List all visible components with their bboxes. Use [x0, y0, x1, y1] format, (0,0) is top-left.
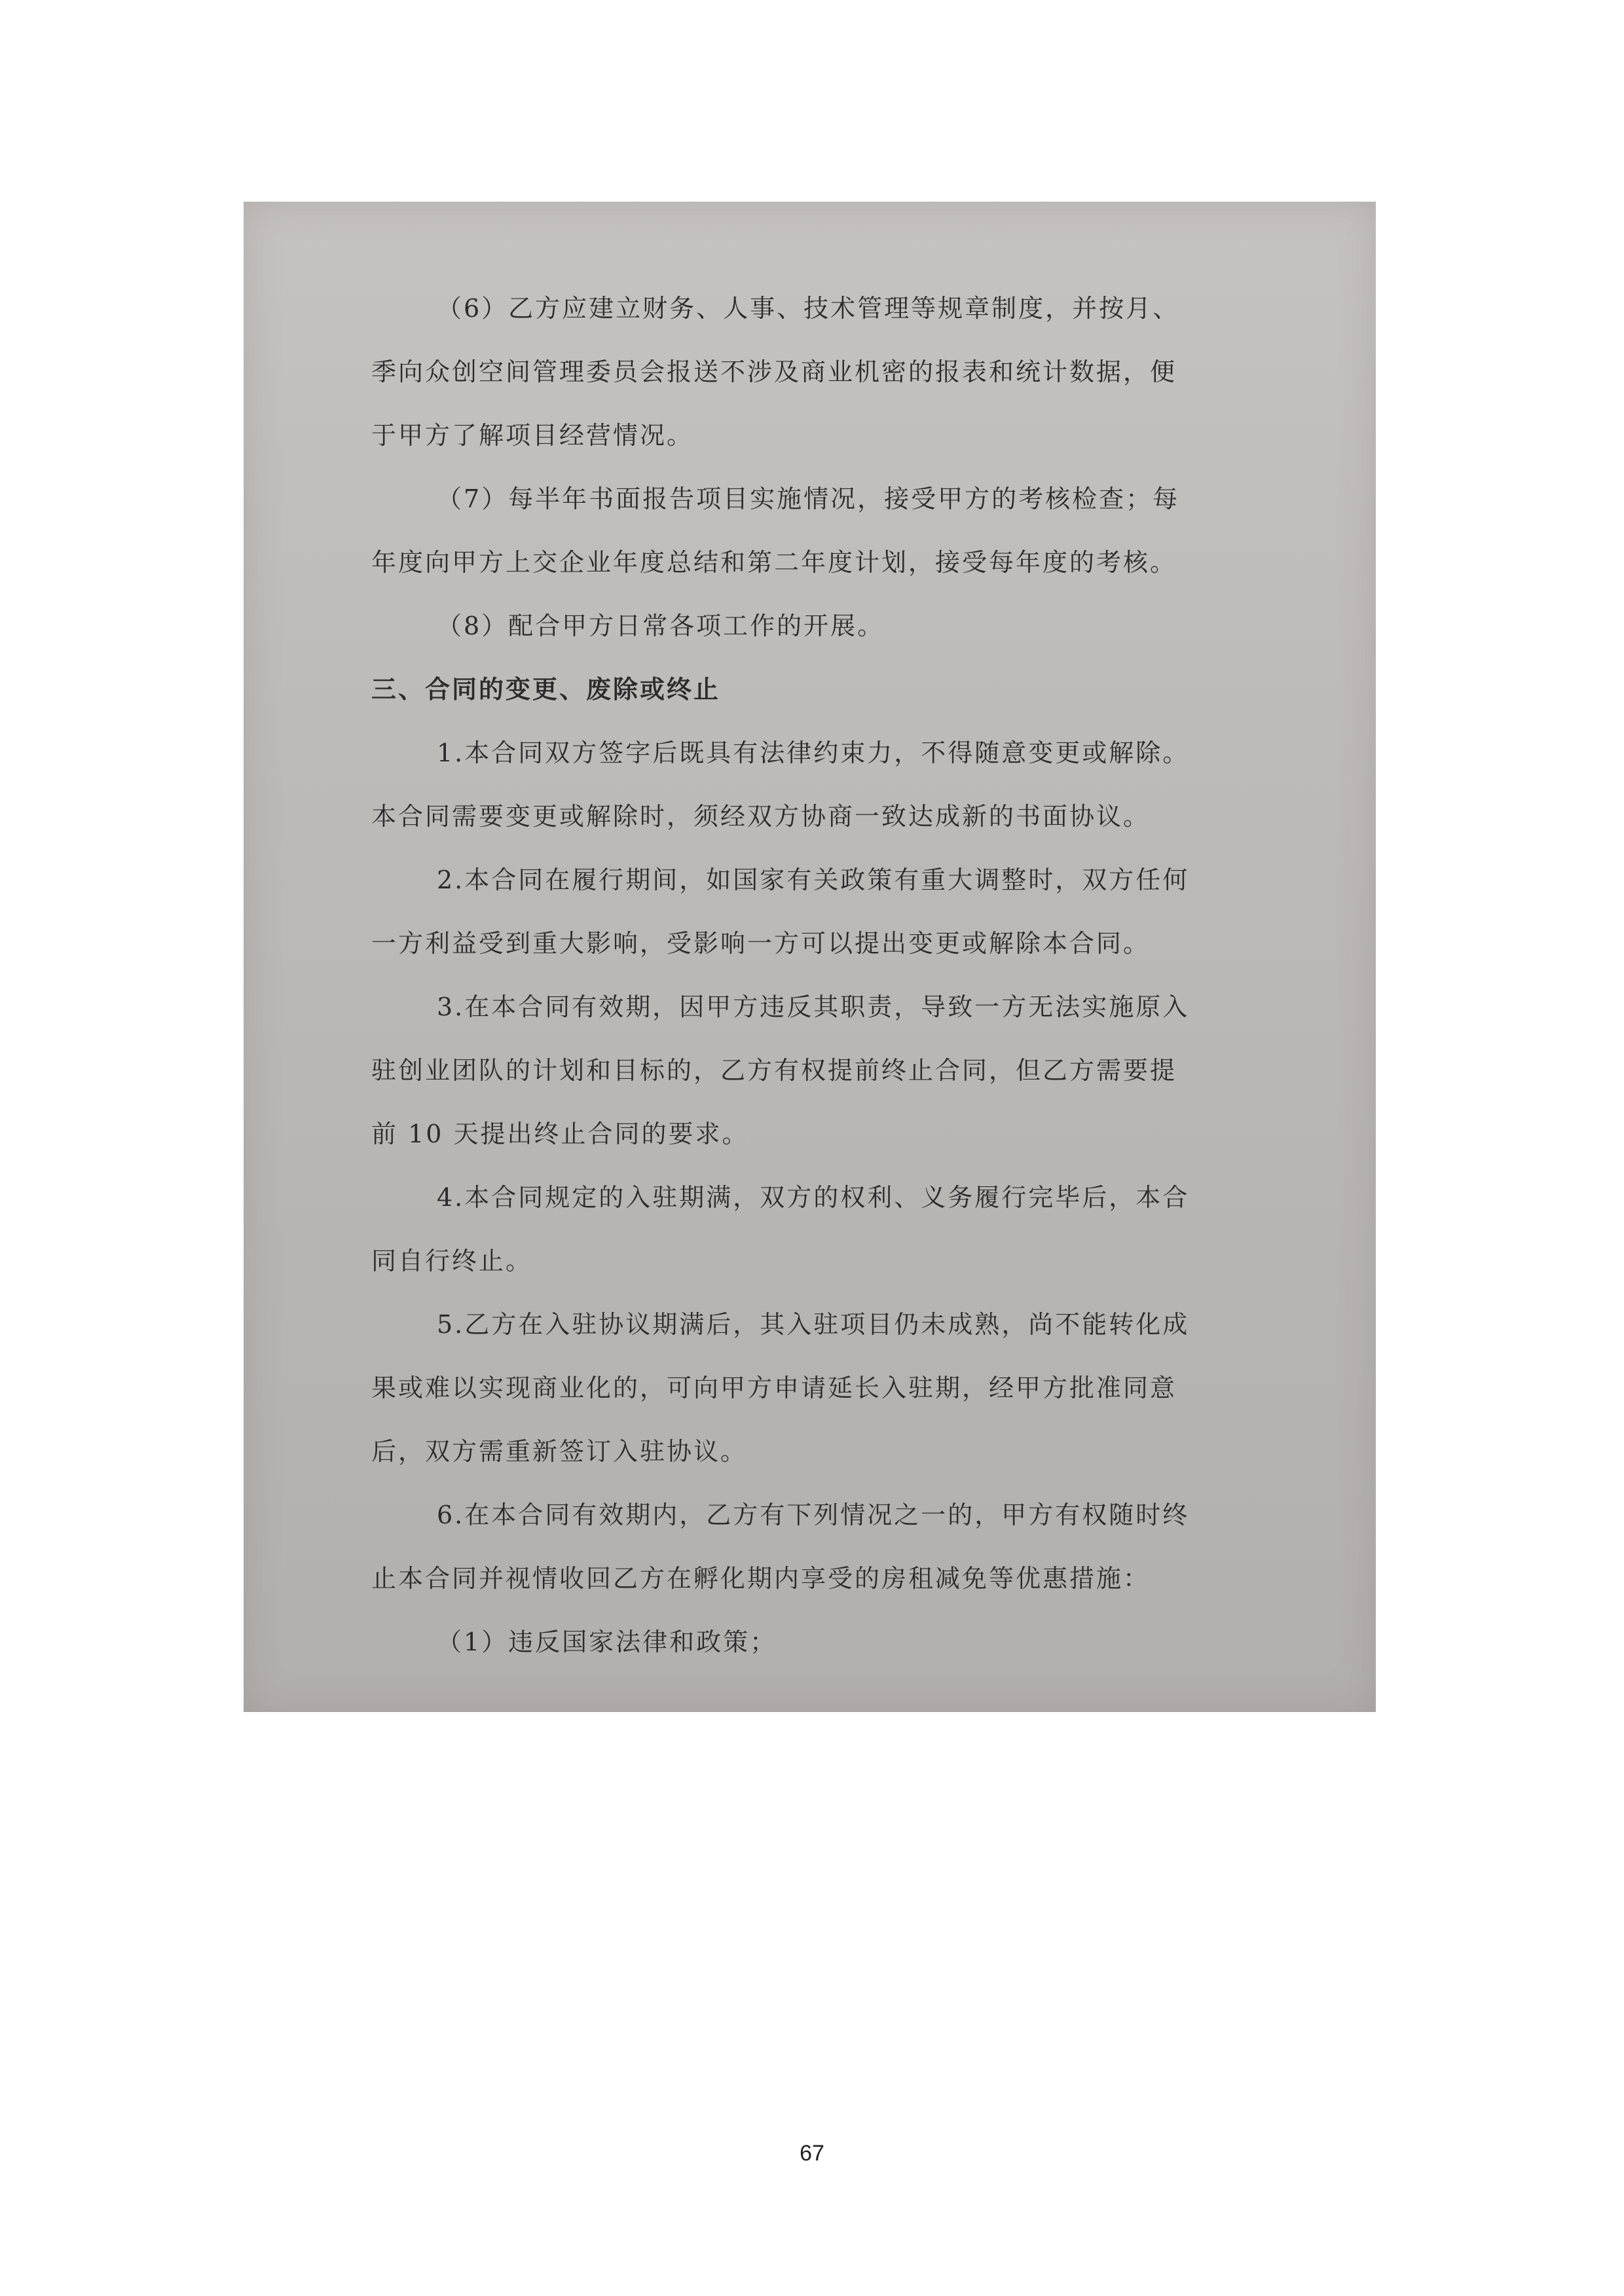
text-line: 4.本合同规定的入驻期满，双方的权利、义务履行完毕后，本合: [437, 1183, 1190, 1212]
text-line: （8）配合甲方日常各项工作的开展。: [437, 611, 885, 640]
text-line: 1.本合同双方签字后既具有法律约束力，不得随意变更或解除。: [437, 738, 1190, 767]
text-line: 6.在本合同有效期内，乙方有下列情况之一的，甲方有权随时终: [437, 1501, 1190, 1529]
text-line: 果或难以实现商业化的，可向甲方申请延长入驻期，经甲方批准同意: [371, 1374, 1177, 1402]
text-line: 一方利益受到重大影响，受影响一方可以提出变更或解除本合同。: [371, 929, 1151, 958]
text-line: 前 10 天提出终止合同的要求。: [371, 1120, 749, 1148]
text-line: （6）乙方应建立财务、人事、技术管理等规章制度，并按月、: [437, 294, 1180, 323]
text-line: 同自行终止。: [371, 1247, 533, 1275]
text-line: 5.乙方在入驻协议期满后，其入驻项目仍未成熟，尚不能转化成: [437, 1310, 1190, 1339]
text-line: 后，双方需重新签订入驻协议。: [371, 1437, 748, 1466]
text-line: 年度向甲方上交企业年度总结和第二年度计划，接受每年度的考核。: [371, 548, 1177, 577]
text-line: （1）违反国家法律和政策；: [437, 1628, 777, 1656]
text-line: 止本合同并视情收回乙方在孵化期内享受的房租减免等优惠措施：: [371, 1564, 1151, 1593]
page-number: 67: [800, 2141, 824, 2166]
text-line: 3.在本合同有效期，因甲方违反其职责，导致一方无法实施原入: [437, 993, 1190, 1021]
text-line: 本合同需要变更或解除时，须经双方协商一致达成新的书面协议。: [371, 802, 1151, 831]
section-heading: 三、合同的变更、废除或终止: [371, 675, 721, 704]
text-line: 于甲方了解项目经营情况。: [371, 421, 694, 450]
text-line: 驻创业团队的计划和目标的，乙方有权提前终止合同，但乙方需要提: [371, 1056, 1177, 1085]
text-line: 2.本合同在履行期间，如国家有关政策有重大调整时，双方任何: [437, 866, 1190, 894]
contract-text: [371, 277, 1249, 1674]
scanned-page-photo: [244, 202, 1376, 1712]
text-line: （7）每半年书面报告项目实施情况，接受甲方的考核检查；每: [437, 484, 1180, 513]
text-line: 季向众创空间管理委员会报送不涉及商业机密的报表和统计数据，便: [371, 357, 1177, 386]
